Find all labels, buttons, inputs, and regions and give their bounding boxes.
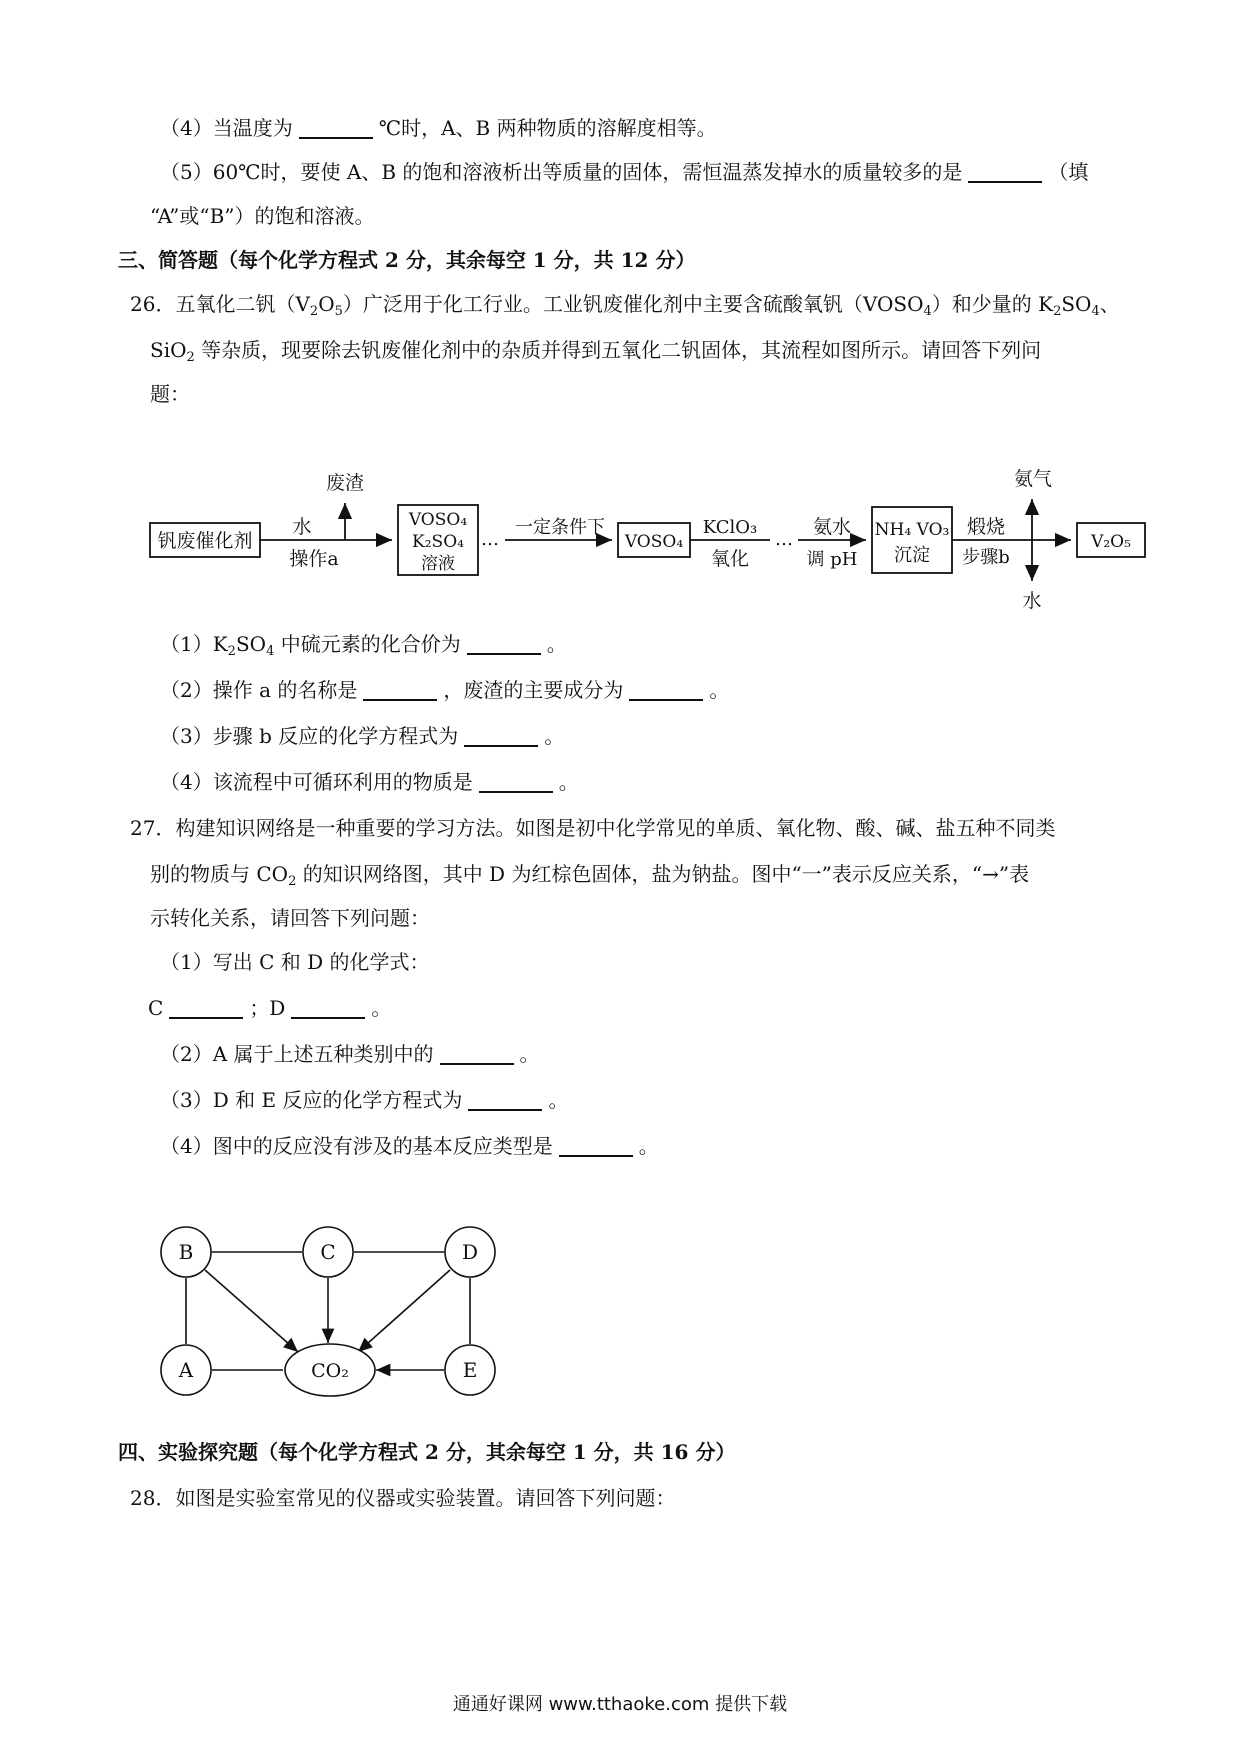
- flow-box2-line2: K₂SO₄: [412, 532, 464, 552]
- q27-sub2: （2）A 属于上述五种类别中的 。: [160, 1042, 540, 1066]
- node-b: B: [178, 1240, 194, 1264]
- q25-part5: （5）60℃时，要使 A、B 的饱和溶液析出等质量的固体，需恒温蒸发掉水的质量较多的是 （填: [160, 160, 1089, 184]
- flow-water-out-label: 水: [1022, 590, 1042, 612]
- q26-sub1: $(1)K_2SO_4$ 中硫元素的化合价为 。: [160, 632, 567, 659]
- process-flow-diagram: [130, 465, 1150, 615]
- answer-blank[interactable]: [299, 115, 373, 139]
- flow-step-b-label: 步骤b: [962, 547, 1010, 568]
- q26-sub2: （2）操作 a 的名称是 ，废渣的主要成分为 。: [160, 678, 730, 702]
- flow-box2-line3: 溶液: [421, 554, 455, 574]
- footer-text: 通通好课网 www.tthaoke.com 提供下载: [452, 1694, 788, 1715]
- answer-blank[interactable]: [479, 769, 553, 793]
- flow-waste-label: 废渣: [325, 472, 365, 494]
- node-d: D: [461, 1240, 479, 1264]
- flow-water-label: 水: [292, 516, 312, 538]
- section-4-title: 四、实验探究题（每个化学方程式 2 分，其余每空 1 分，共 16 分）: [118, 1440, 736, 1464]
- flow-dots-2: …: [775, 529, 793, 550]
- q25-part4: （4）当温度为 ℃时，A、B 两种物质的溶解度相等。: [160, 116, 717, 140]
- flow-box4-line1: NH₄ VO₃: [874, 520, 950, 540]
- answer-blank[interactable]: [968, 159, 1042, 183]
- node-co2: CO₂: [311, 1360, 349, 1382]
- node-a: A: [178, 1358, 194, 1382]
- answer-blank[interactable]: [464, 723, 538, 747]
- q28-intro: 28．如图是实验室常见的仪器或实验装置。请回答下列问题：: [130, 1486, 676, 1510]
- q27-sub3: （3）D 和 E 反应的化学方程式为 。: [160, 1088, 569, 1112]
- flow-box3-label: VOSO₄: [624, 532, 684, 552]
- answer-blank[interactable]: [169, 995, 243, 1019]
- q27-sub4: （4）图中的反应没有涉及的基本反应类型是 。: [160, 1134, 659, 1158]
- node-c: C: [320, 1240, 336, 1264]
- flow-box2-line1: VOSO₄: [408, 510, 468, 530]
- flow-calcine-label: 煅烧: [966, 516, 1006, 538]
- answer-blank[interactable]: [363, 677, 437, 701]
- flow-op-a-label: 操作a: [289, 548, 339, 570]
- flow-ph-label: 调 pH: [806, 549, 858, 570]
- answer-blank[interactable]: [559, 1133, 633, 1157]
- section-3-title: 三、简答题（每个化学方程式 2 分，其余每空 1 分，共 12 分）: [118, 248, 696, 272]
- flow-kclo3-label: KClO₃: [702, 517, 758, 538]
- answer-blank[interactable]: [467, 631, 541, 655]
- q26-sub4: （4）该流程中可循环利用的物质是 。: [160, 770, 579, 794]
- flow-end-label: V₂O₅: [1091, 532, 1131, 552]
- flow-condition-label: 一定条件下: [515, 517, 605, 538]
- q26-intro-line3: 题：: [150, 382, 190, 406]
- q27-intro-line2: 别的物质与 $CO_2$ 的知识网络图，其中 D 为红棕色固体，盐为钠盐。图中“一”表示反应关系，“→”表: [150, 862, 1030, 889]
- knowledge-network-diagram: [150, 1222, 510, 1412]
- q27-intro-line1: 27．构建知识网络是一种重要的学习方法。如图是初中化学常见的单质、氧化物、酸、碱、盐五种不同类: [130, 816, 1056, 840]
- flow-ammonia-label: 氨水: [812, 516, 852, 538]
- answer-blank[interactable]: [291, 995, 365, 1019]
- q26-sub3: （3）步骤 b 反应的化学方程式为 。: [160, 724, 565, 748]
- flow-oxidize-label: 氧化: [710, 548, 750, 570]
- q27-intro-line3: 示转化关系，请回答下列问题：: [150, 906, 430, 930]
- node-e: E: [462, 1358, 478, 1382]
- q27-sub1-answers: C ；D 。: [148, 996, 392, 1020]
- flow-box4-line2: 沉淀: [894, 545, 930, 566]
- flow-start-label: 钒废催化剂: [157, 530, 253, 552]
- flow-gas-label: 氨气: [1013, 468, 1053, 490]
- answer-blank[interactable]: [440, 1041, 514, 1065]
- q25-part5-cont: “A”或“B”）的饱和溶液。: [150, 204, 375, 228]
- flow-dots-1: …: [481, 529, 499, 550]
- answer-blank[interactable]: [468, 1087, 542, 1111]
- q26-intro-line2: SiO$_2$ 等杂质，现要除去钒废催化剂中的杂质并得到五氧化二钒固体，其流程如图所示。请回答下列问: [150, 338, 1042, 365]
- answer-blank[interactable]: [629, 677, 703, 701]
- q26-intro-line1: 26．五氧化二钒$(V_2O_5)$广泛用于化工行业。工业钒废催化剂中主要含硫酸氧钒$(VOSO_4)$和少量的 $K_2SO_4$、: [130, 292, 1120, 319]
- q27-sub1: （1）写出 C 和 D 的化学式：: [160, 950, 430, 974]
